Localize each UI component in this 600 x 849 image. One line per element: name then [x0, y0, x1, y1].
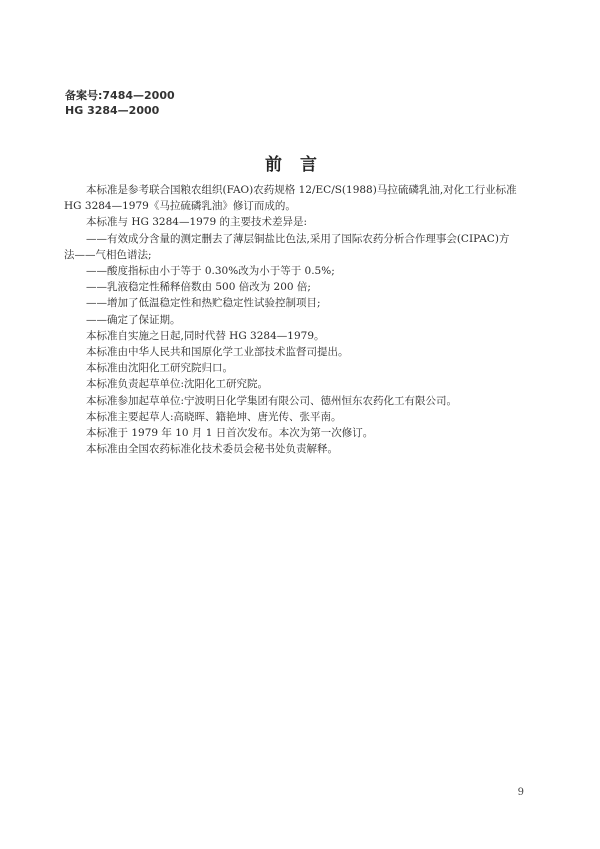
paragraph-line: 本标准于 1979 年 10 月 1 日首次发布。本次为第一次修订。 [86, 427, 374, 440]
page-title: 前言 [265, 155, 335, 175]
document-header [65, 88, 175, 118]
paragraph-line: 法——气相色谱法; [64, 248, 152, 261]
paragraph-line: 本标准由中华人民共和国原化学工业部技术监督司提出。 [86, 346, 349, 359]
paragraph-line: ——乳液稳定性稀释倍数由 500 倍改为 200 倍; [86, 281, 311, 294]
paragraph-line: 本标准主要起草人:高晓晖、籍艳坤、唐光传、张平南。 [86, 410, 342, 423]
paragraph-line: 本标准由沈阳化工研究院归口。 [86, 362, 233, 375]
paragraph-line: ——有效成分含量的测定删去了薄层铜盐比色法,采用了国际农药分析合作理事会(CIPAC)方 [86, 232, 510, 245]
paragraph-line: 本标准是参考联合国粮农组织(FAO)农药规格 12/EC/S(1988)马拉硫磷乳油,对化工行业标准 [86, 184, 517, 196]
paragraph-line: ——酸度指标由小于等于 0.30%改为小于等于 0.5%; [86, 265, 335, 278]
page-number: 9 [517, 787, 524, 798]
paragraph-line: 本标准与 HG 3284—1979 的主要技术差异是: [86, 216, 308, 229]
paragraph-line: 本标准负责起草单位:沈阳化工研究院。 [86, 378, 269, 391]
paragraph-line: HG 3284—1979《马拉硫磷乳油》修订而成的。 [64, 200, 296, 213]
paragraph-line: 本标准自实施之日起,同时代替 HG 3284—1979。 [86, 329, 325, 342]
paragraph-line: ——确定了保证期。 [86, 313, 181, 326]
paragraph-line: 本标准由全国农药标准化技术委员会秘书处负责解释。 [86, 443, 338, 456]
record-number: 备案号:7484—2000 [65, 89, 175, 102]
paragraph-line: 本标准参加起草单位:宁波明日化学集团有限公司、德州恒东农药化工有限公司。 [86, 394, 458, 407]
standard-code: HG 3284—2000 [65, 104, 160, 117]
foreword-body [64, 182, 548, 457]
paragraph-line: ——增加了低温稳定性和热贮稳定性试验控制项目; [86, 297, 321, 310]
